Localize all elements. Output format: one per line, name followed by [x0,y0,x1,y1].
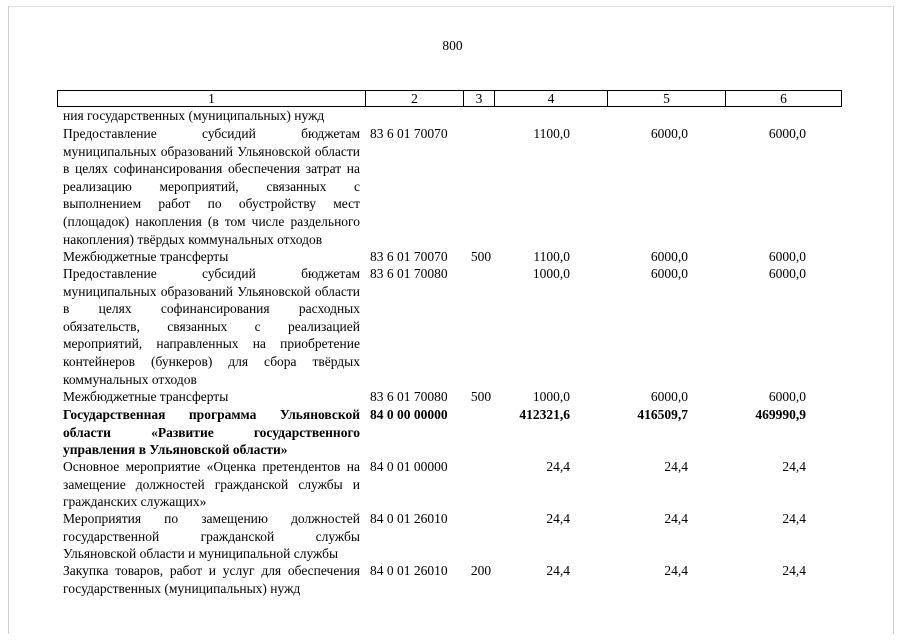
row-description: ния государственных (муниципальных) нужд [63,108,325,123]
row-col-4: 24,4 [546,511,570,526]
row-col-5: 6000,0 [650,126,688,141]
row-col-5: 6000,0 [650,266,688,281]
header-col-3: 3 [463,91,494,106]
scan-border-top [8,6,893,7]
row-col-6: 469990,9 [755,407,806,422]
row-description: Мероприятия по замещению должностей государственной гражданской службы Ульяновской области и муниципальной службы [63,511,360,562]
page-number: 800 [442,38,463,53]
row-col-6: 6000,0 [768,266,806,281]
table-header [57,90,842,107]
row-col-5: 24,4 [664,459,688,474]
row-expense-type: 200 [470,563,492,578]
row-description: Закупка товаров, работ и услуг для обеспечения государственных (муниципальных) нужд [63,563,360,596]
row-col-4: 412321,6 [519,407,570,422]
scan-border-left [8,6,9,634]
row-col-4: 1000,0 [532,389,570,404]
row-description: Государственная программа Ульяновской области «Развитие государственного управления в Ульяновской области» [63,407,360,458]
row-code: 84 0 01 00000 [370,459,448,474]
scan-border-right [893,6,894,634]
header-col-1: 1 [208,91,215,106]
row-col-6: 6000,0 [768,249,806,264]
row-description: Межбюджетные трансферты [63,389,229,404]
row-col-6: 24,4 [782,459,806,474]
row-expense-type: 500 [470,389,492,404]
row-description: Межбюджетные трансферты [63,249,229,264]
row-description: Предоставление субсидий бюджетам муниципальных образований Ульяновской области в целях софинансирования обеспечения затрат на реализацию мероприятий, связанных с выполнением работ по обустройству мест (площадок) накопления (в том числе раздельного накопления) твёрдых коммунальных отходов [63,126,360,247]
row-description: Предоставление субсидий бюджетам муниципальных образований Ульяновской области в целях софинансирования расходных обязательств, связанных с реализацией мероприятий, направленных на приобретение контейнеров (бункеров) для сбора твёрдых коммунальных отходов [63,266,360,387]
header-col-5: 5 [607,91,725,106]
row-col-4: 24,4 [546,459,570,474]
row-code: 83 6 01 70080 [370,389,448,404]
row-code: 84 0 01 26010 [370,511,448,526]
row-col-4: 1100,0 [533,126,570,141]
row-col-5: 24,4 [664,563,688,578]
row-expense-type: 500 [470,249,492,264]
header-col-6: 6 [725,91,841,106]
row-description: Основное мероприятие «Оценка претендентов на замещение должностей гражданской службы и гражданских служащих» [63,459,360,510]
row-col-4: 24,4 [546,563,570,578]
row-col-6: 24,4 [782,511,806,526]
row-col-5: 24,4 [664,511,688,526]
header-col-2: 2 [365,91,463,106]
row-col-6: 24,4 [782,563,806,578]
row-code: 83 6 01 70080 [370,266,448,281]
row-col-6: 6000,0 [768,389,806,404]
row-col-5: 416509,7 [637,407,688,422]
header-col-4: 4 [494,91,607,106]
row-code: 84 0 01 26010 [370,563,448,578]
row-col-4: 1000,0 [532,266,570,281]
row-code: 84 0 00 00000 [370,407,448,422]
row-col-5: 6000,0 [650,249,688,264]
row-code: 83 6 01 70070 [370,126,448,141]
row-col-5: 6000,0 [650,389,688,404]
row-col-4: 1100,0 [533,249,570,264]
row-code: 83 6 01 70070 [370,249,448,264]
row-col-6: 6000,0 [768,126,806,141]
